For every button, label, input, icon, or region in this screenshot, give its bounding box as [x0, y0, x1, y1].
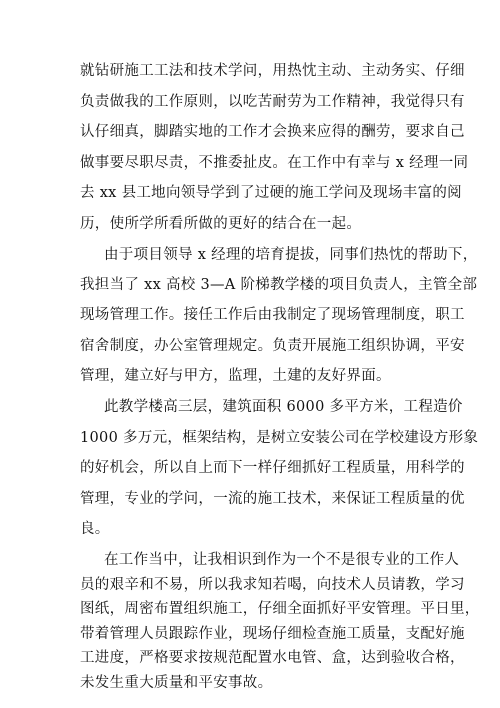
paragraph-4-line-5: 工进度，严格要求按规范配置水电管、盒，达到验收合格， [80, 650, 465, 666]
paragraph-2-line-1: 由于项目领导 x 经理的培育提拔，同事们热忱的帮助下， [104, 247, 478, 263]
paragraph-4-line-1: 在工作当中，让我相识到作为一个不是很专业的工作人 [104, 552, 460, 568]
paragraph-3-line-3: 的好机会，所以自上而下一样仔细抓好工程质量，用科学的 [80, 460, 465, 476]
paragraph-2-line-5: 管理，建立好与甲方，监理，土建的友好界面。 [80, 368, 391, 384]
paragraph-4-line-4: 带着管理人员跟踪作业，现场仔细检查施工质量，支配好施 [80, 626, 465, 642]
paragraph-1-line-2: 负责做我的工作原则，以吃苦耐劳为工作精神，我觉得只有 [80, 94, 465, 110]
paragraph-4-line-6-overflow: 未发生重大质量和平安事故。 [80, 675, 273, 691]
paragraph-4-line-2: 员的艰辛和不易，所以我求知若喝，向技术人员请教，学习 [80, 577, 465, 593]
paragraph-2-line-3: 现场管理工作。接任工作后由我制定了现场管理制度，职工 [80, 307, 465, 323]
paragraph-3-line-4: 管理，专业的学问，一流的施工技术，来保证工程质量的优 [80, 491, 465, 507]
paragraph-2-line-2: 我担当了 xx 高校 3—A 阶梯教学楼的项目负责人，主管全部 [80, 277, 478, 293]
paragraph-3-line-1: 此教学楼高三层，建筑面积 6000 多平方米，工程造价 [104, 399, 463, 415]
paragraph-1-line-1: 就钻研施工工法和技术学问，用热忱主动、主动务实、仔细 [80, 63, 465, 79]
paragraph-1-line-6: 历，使所学所看所做的更好的结合在一起。 [80, 216, 362, 232]
paragraph-4-line-3: 图纸，周密布置组织施工，仔细全面抓好平安管理。平日里， [80, 601, 480, 617]
paragraph-2-line-4: 宿舍制度，办公室管理规定。负责开展施工组织协调，平安 [80, 338, 465, 354]
paragraph-3-line-2: 1000 多万元，框架结构，是树立安装公司在学校建设方形象 [80, 430, 479, 446]
paragraph-3-line-5: 良。 [80, 521, 110, 537]
paragraph-1-line-4: 做事要尽职尽责，不推委扯皮。在工作中有幸与 x 经理一同 [80, 155, 469, 171]
paragraph-1-line-5: 去 xx 县工地向领导学到了过硬的施工学问及现场丰富的阅 [80, 185, 462, 201]
paragraph-1-line-3: 认仔细真，脚踏实地的工作才会换来应得的酬劳，要求自己 [80, 124, 465, 140]
